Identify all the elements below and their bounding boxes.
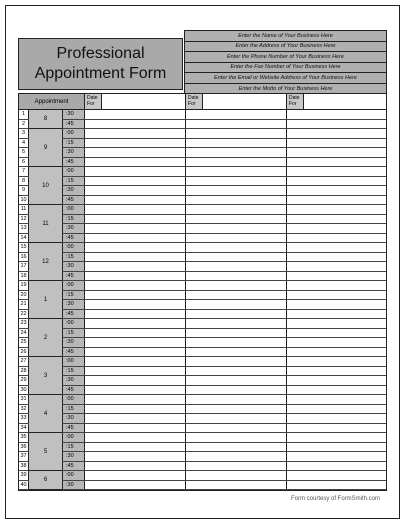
time-slot-row xyxy=(19,120,386,130)
appointment-cell-day1[interactable] xyxy=(85,253,186,262)
minute-label: :00 xyxy=(62,395,85,404)
time-slot-row xyxy=(19,357,386,367)
row-number: 28 xyxy=(19,367,29,376)
hour-label-3: 3 xyxy=(29,357,62,395)
minute-label: :15 xyxy=(62,291,85,300)
row-number: 21 xyxy=(19,300,29,309)
row-number: 9 xyxy=(19,186,29,195)
grid-header xyxy=(19,94,386,110)
row-number: 20 xyxy=(19,291,29,300)
appointment-cell-day1[interactable] xyxy=(85,205,186,214)
minute-label: :45 xyxy=(62,348,85,357)
row-number: 7 xyxy=(19,167,29,176)
appointment-cell-day2[interactable] xyxy=(186,405,287,414)
minute-label: :15 xyxy=(62,367,85,376)
time-slot-row xyxy=(19,462,386,472)
time-slot-row xyxy=(19,367,386,377)
minute-label: :00 xyxy=(62,281,85,290)
appointment-cell-day1[interactable] xyxy=(85,414,186,423)
minute-label: :45 xyxy=(62,158,85,167)
row-number: 18 xyxy=(19,272,29,281)
time-slot-row xyxy=(19,224,386,234)
business-fax-field[interactable] xyxy=(185,63,386,74)
appointment-cell-day1[interactable] xyxy=(85,462,186,471)
minute-label: :00 xyxy=(62,471,85,480)
appointment-cell-day2[interactable] xyxy=(186,300,287,309)
row-number: 14 xyxy=(19,234,29,243)
time-slot-row xyxy=(19,443,386,453)
appointment-cell-day1[interactable] xyxy=(85,300,186,309)
date-column-3[interactable] xyxy=(287,94,386,109)
time-slot-row xyxy=(19,281,386,291)
appointment-cell-day2[interactable] xyxy=(186,386,287,395)
appointment-cell-day1[interactable] xyxy=(85,177,186,186)
appointment-cell-day1[interactable] xyxy=(85,262,186,271)
minute-label: :15 xyxy=(62,215,85,224)
row-number: 24 xyxy=(19,329,29,338)
time-slot-row xyxy=(19,424,386,434)
appointment-cell-day1[interactable] xyxy=(85,158,186,167)
time-slot-row xyxy=(19,481,386,491)
appointment-cell-day2[interactable] xyxy=(186,234,287,243)
time-slot-row xyxy=(19,386,386,396)
minute-label: :30 xyxy=(62,110,85,119)
time-slot-row xyxy=(19,452,386,462)
row-number: 40 xyxy=(19,481,29,490)
row-number: 16 xyxy=(19,253,29,262)
minute-label: :30 xyxy=(62,414,85,423)
row-number: 19 xyxy=(19,281,29,290)
row-number: 27 xyxy=(19,357,29,366)
business-email-text: Enter the Email or Website Address of Your Business Here xyxy=(214,74,357,81)
row-number: 17 xyxy=(19,262,29,271)
hour-label-11: 11 xyxy=(29,205,62,243)
time-slot-row xyxy=(19,110,386,120)
row-number: 37 xyxy=(19,452,29,461)
minute-label: :00 xyxy=(62,319,85,328)
appointment-cell-day1[interactable] xyxy=(85,281,186,290)
time-slot-row xyxy=(19,196,386,206)
appointment-cell-day1[interactable] xyxy=(85,167,186,176)
appointment-cell-day2[interactable] xyxy=(186,452,287,461)
row-number: 4 xyxy=(19,139,29,148)
appointment-cell-day1[interactable] xyxy=(85,224,186,233)
business-address-text: Enter the Address of Your Business Here xyxy=(235,43,336,50)
row-number: 35 xyxy=(19,433,29,442)
appointment-cell-day2[interactable] xyxy=(186,129,287,138)
row-number: 34 xyxy=(19,424,29,433)
time-slot-row xyxy=(19,329,386,339)
minute-label: :15 xyxy=(62,253,85,262)
appointment-cell-day2[interactable] xyxy=(186,348,287,357)
appointment-cell-day1[interactable] xyxy=(85,139,186,148)
time-slot-row xyxy=(19,405,386,415)
date-column-1[interactable] xyxy=(85,94,186,109)
date-for-label-2: Date For xyxy=(186,94,203,109)
appointment-cell-day2[interactable] xyxy=(186,424,287,433)
row-number: 32 xyxy=(19,405,29,414)
appointment-cell-day1[interactable] xyxy=(85,357,186,366)
appointment-cell-day2[interactable] xyxy=(186,471,287,480)
appointment-cell-day1[interactable] xyxy=(85,367,186,376)
appointment-cell-day2[interactable] xyxy=(186,167,287,176)
time-slot-row xyxy=(19,215,386,225)
appointment-cell-day1[interactable] xyxy=(85,395,186,404)
appointment-cell-day1[interactable] xyxy=(85,433,186,442)
time-slot-row xyxy=(19,234,386,244)
appointment-cell-day2[interactable] xyxy=(186,120,287,129)
business-email-field[interactable] xyxy=(185,73,386,84)
time-slot-row xyxy=(19,376,386,386)
minute-label: :45 xyxy=(62,272,85,281)
form-title-box xyxy=(18,38,183,90)
appointment-cell-day2[interactable] xyxy=(186,433,287,442)
minute-label: :30 xyxy=(62,300,85,309)
appointment-cell-day1[interactable] xyxy=(85,471,186,480)
hour-label-4: 4 xyxy=(29,395,62,433)
row-number: 13 xyxy=(19,224,29,233)
time-slot-row xyxy=(19,177,386,187)
business-motto-text: Enter the Motto of Your Business Here xyxy=(238,85,333,92)
appointment-cell-day2[interactable] xyxy=(186,224,287,233)
time-slot-row xyxy=(19,433,386,443)
time-slot-row xyxy=(19,167,386,177)
appointment-cell-day2[interactable] xyxy=(186,196,287,205)
minute-label: :30 xyxy=(62,338,85,347)
hour-label-8: 8 xyxy=(29,110,62,129)
appointment-cell-day1[interactable] xyxy=(85,234,186,243)
row-number: 36 xyxy=(19,443,29,452)
row-number: 5 xyxy=(19,148,29,157)
appointment-cell-day1[interactable] xyxy=(85,405,186,414)
appointment-cell-day1[interactable] xyxy=(85,376,186,385)
appointment-cell-day1[interactable] xyxy=(85,338,186,347)
time-slot-row xyxy=(19,262,386,272)
appointment-cell-day1[interactable] xyxy=(85,310,186,319)
appointment-cell-day2[interactable] xyxy=(186,376,287,385)
minute-label: :00 xyxy=(62,129,85,138)
time-slot-row xyxy=(19,129,386,139)
business-phone-field[interactable] xyxy=(185,52,386,63)
appointment-cell-day1[interactable] xyxy=(85,186,186,195)
minute-label: :00 xyxy=(62,205,85,214)
row-number: 39 xyxy=(19,471,29,480)
appointment-cell-day2[interactable] xyxy=(186,139,287,148)
appointment-cell-day1[interactable] xyxy=(85,452,186,461)
appointment-cell-day2[interactable] xyxy=(186,357,287,366)
hour-label-6: 6 xyxy=(29,471,62,490)
business-info-block xyxy=(184,30,387,93)
appointment-cell-day1[interactable] xyxy=(85,348,186,357)
minute-label: :30 xyxy=(62,148,85,157)
minute-label: :00 xyxy=(62,433,85,442)
appointment-cell-day1[interactable] xyxy=(85,481,186,490)
appointment-grid xyxy=(18,93,387,491)
row-number: 30 xyxy=(19,386,29,395)
business-phone-text: Enter the Phone Number of Your Business Here xyxy=(227,53,344,60)
business-fax-text: Enter the Fax Number of Your Business Here xyxy=(230,64,341,71)
appointment-cell-day2[interactable] xyxy=(186,319,287,328)
minute-label: :30 xyxy=(62,262,85,271)
time-slot-row xyxy=(19,471,386,481)
row-number: 11 xyxy=(19,205,29,214)
appointment-cell-day2[interactable] xyxy=(186,262,287,271)
appointment-cell-day1[interactable] xyxy=(85,386,186,395)
appointment-cell-day1[interactable] xyxy=(85,129,186,138)
appointment-cell-day2[interactable] xyxy=(186,367,287,376)
minute-label: :15 xyxy=(62,139,85,148)
minute-label: :30 xyxy=(62,452,85,461)
hour-label-12: 12 xyxy=(29,243,62,281)
time-slot-row xyxy=(19,148,386,158)
date-for-label-3: Date For xyxy=(287,94,304,109)
time-slot-row xyxy=(19,253,386,263)
date-column-2[interactable] xyxy=(186,94,287,109)
row-number: 26 xyxy=(19,348,29,357)
appointment-cell-day1[interactable] xyxy=(85,120,186,129)
appointment-cell-day1[interactable] xyxy=(85,215,186,224)
row-number: 29 xyxy=(19,376,29,385)
footer-credit: Form courtesy of FormSmith.com xyxy=(291,496,381,502)
appointment-cell-day1[interactable] xyxy=(85,319,186,328)
appointment-cell-day2[interactable] xyxy=(186,338,287,347)
time-slot-row xyxy=(19,272,386,282)
appointment-cell-day2[interactable] xyxy=(186,414,287,423)
minute-label: :45 xyxy=(62,462,85,471)
appointment-cell-day2[interactable] xyxy=(186,281,287,290)
row-number: 22 xyxy=(19,310,29,319)
form-title: Professional Appointment Form xyxy=(34,45,167,82)
hour-label-5: 5 xyxy=(29,433,62,471)
appointment-cell-day2[interactable] xyxy=(186,310,287,319)
appointment-cell-day2[interactable] xyxy=(186,443,287,452)
minute-label: :15 xyxy=(62,177,85,186)
appointment-cell-day2[interactable] xyxy=(186,148,287,157)
minute-label: :45 xyxy=(62,424,85,433)
appointment-cell-day2[interactable] xyxy=(186,110,287,119)
appointment-cell-day2[interactable] xyxy=(186,481,287,490)
minute-label: :15 xyxy=(62,329,85,338)
appointment-cell-day2[interactable] xyxy=(186,177,287,186)
appointment-cell-day1[interactable] xyxy=(85,272,186,281)
row-number: 1 xyxy=(19,110,29,119)
appointment-cell-day2[interactable] xyxy=(186,272,287,281)
time-slot-row xyxy=(19,139,386,149)
time-slot-row xyxy=(19,395,386,405)
appointment-cell-day2[interactable] xyxy=(186,215,287,224)
time-slot-row xyxy=(19,300,386,310)
appointment-cell-day1[interactable] xyxy=(85,148,186,157)
time-slot-row xyxy=(19,319,386,329)
hour-label-2: 2 xyxy=(29,319,62,357)
minute-label: :45 xyxy=(62,310,85,319)
minute-label: :00 xyxy=(62,357,85,366)
row-number: 12 xyxy=(19,215,29,224)
appointment-cell-day2[interactable] xyxy=(186,253,287,262)
minute-label: :45 xyxy=(62,120,85,129)
minute-label: :30 xyxy=(62,481,85,490)
row-number: 6 xyxy=(19,158,29,167)
row-number: 15 xyxy=(19,243,29,252)
business-address-field[interactable] xyxy=(185,42,386,53)
row-number: 25 xyxy=(19,338,29,347)
business-name-field[interactable] xyxy=(185,31,386,42)
time-slot-row xyxy=(19,243,386,253)
minute-label: :15 xyxy=(62,443,85,452)
appointment-cell-day1[interactable] xyxy=(85,243,186,252)
row-number: 33 xyxy=(19,414,29,423)
appointment-cell-day1[interactable] xyxy=(85,291,186,300)
hour-label-9: 9 xyxy=(29,129,62,167)
hour-label-10: 10 xyxy=(29,167,62,205)
minute-label: :15 xyxy=(62,405,85,414)
row-number: 23 xyxy=(19,319,29,328)
appointment-cell-day2[interactable] xyxy=(186,158,287,167)
appointment-cell-day1[interactable] xyxy=(85,443,186,452)
row-number: 2 xyxy=(19,120,29,129)
row-number: 31 xyxy=(19,395,29,404)
row-number: 8 xyxy=(19,177,29,186)
appointment-header: Appointment xyxy=(19,94,85,109)
time-slot-row xyxy=(19,205,386,215)
appointment-cell-day2[interactable] xyxy=(186,205,287,214)
minute-label: :00 xyxy=(62,243,85,252)
appointment-cell-day2[interactable] xyxy=(186,462,287,471)
row-number: 38 xyxy=(19,462,29,471)
appointment-cell-day2[interactable] xyxy=(186,243,287,252)
time-slot-row xyxy=(19,158,386,168)
row-number: 3 xyxy=(19,129,29,138)
appointment-cell-day2[interactable] xyxy=(186,395,287,404)
date-for-label-1: Date For xyxy=(85,94,102,109)
time-slot-row xyxy=(19,310,386,320)
minute-label: :30 xyxy=(62,376,85,385)
minute-label: :30 xyxy=(62,224,85,233)
business-name-text: Enter the Name of Your Business Here xyxy=(238,32,333,39)
form-page xyxy=(5,5,400,519)
minute-label: :45 xyxy=(62,234,85,243)
appointment-cell-day1[interactable] xyxy=(85,329,186,338)
appointment-cell-day1[interactable] xyxy=(85,424,186,433)
minute-label: :45 xyxy=(62,196,85,205)
time-slot-row xyxy=(19,291,386,301)
appointment-cell-day1[interactable] xyxy=(85,196,186,205)
appointment-cell-day2[interactable] xyxy=(186,329,287,338)
appointment-cell-day2[interactable] xyxy=(186,291,287,300)
time-slot-row xyxy=(19,348,386,358)
minute-label: :45 xyxy=(62,386,85,395)
appointment-cell-day2[interactable] xyxy=(186,186,287,195)
hour-label-1: 1 xyxy=(29,281,62,319)
time-slot-row xyxy=(19,338,386,348)
minute-label: :00 xyxy=(62,167,85,176)
time-slot-row xyxy=(19,414,386,424)
time-slot-row xyxy=(19,186,386,196)
appointment-cell-day1[interactable] xyxy=(85,110,186,119)
minute-label: :30 xyxy=(62,186,85,195)
row-number: 10 xyxy=(19,196,29,205)
